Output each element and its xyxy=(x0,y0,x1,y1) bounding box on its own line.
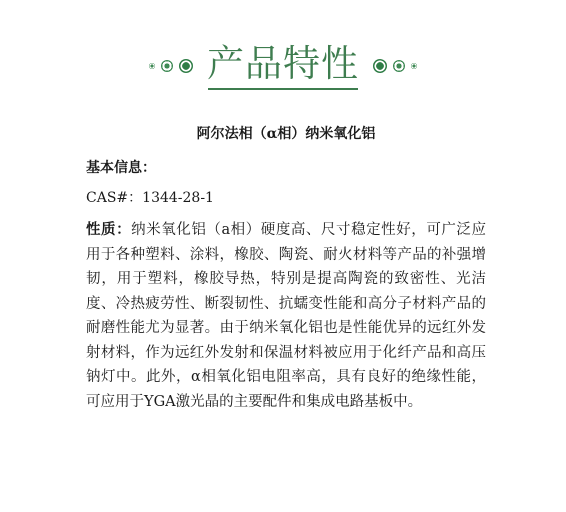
right-decoration xyxy=(373,59,417,73)
properties-paragraph xyxy=(86,218,486,414)
ring-dot-icon xyxy=(373,59,387,73)
ring-dot-icon xyxy=(149,63,155,69)
basic-info-label: 基本信息： xyxy=(86,160,156,176)
cas-row xyxy=(86,188,486,208)
properties-text: 纳米氧化铝（a相）硬度高、尺寸稳定性好，可广泛应用于各种塑料、涂料，橡胶、陶瓷、耐火材料等产品的补强增韧，用于塑料，橡胶导热，特别是提高陶瓷的致密性、光洁度、冷热疲劳性、断裂韧性、抗蠕变性能和高分子材料产品的耐磨性能尤为显著。由于纳米氧化铝也是性能优异的远红外发射材料，作为远红外发射和保温材料被应用于化纤产品和高压钠灯中。此外，α相氧化铝电阻率高，具有良好的绝缘性能，可应用于YGA激光晶的主要配件和集成电路基板中。 xyxy=(86,222,486,410)
title-underline xyxy=(208,88,358,90)
product-name: 阿尔法相（α相）纳米氧化铝 xyxy=(196,126,376,142)
cas-value: 1344-28-1 xyxy=(142,190,214,206)
ring-dot-icon xyxy=(393,60,405,72)
title-block xyxy=(207,42,359,90)
ring-dot-icon xyxy=(411,63,417,69)
product-description xyxy=(86,124,486,414)
page-title: 产品特性 xyxy=(207,42,359,85)
left-decoration xyxy=(149,59,193,73)
section-header xyxy=(0,36,566,96)
ring-dot-icon xyxy=(179,59,193,73)
cas-label: CAS#： xyxy=(86,190,143,206)
ring-dot-icon xyxy=(161,60,173,72)
properties-label: 性质： xyxy=(86,221,132,238)
